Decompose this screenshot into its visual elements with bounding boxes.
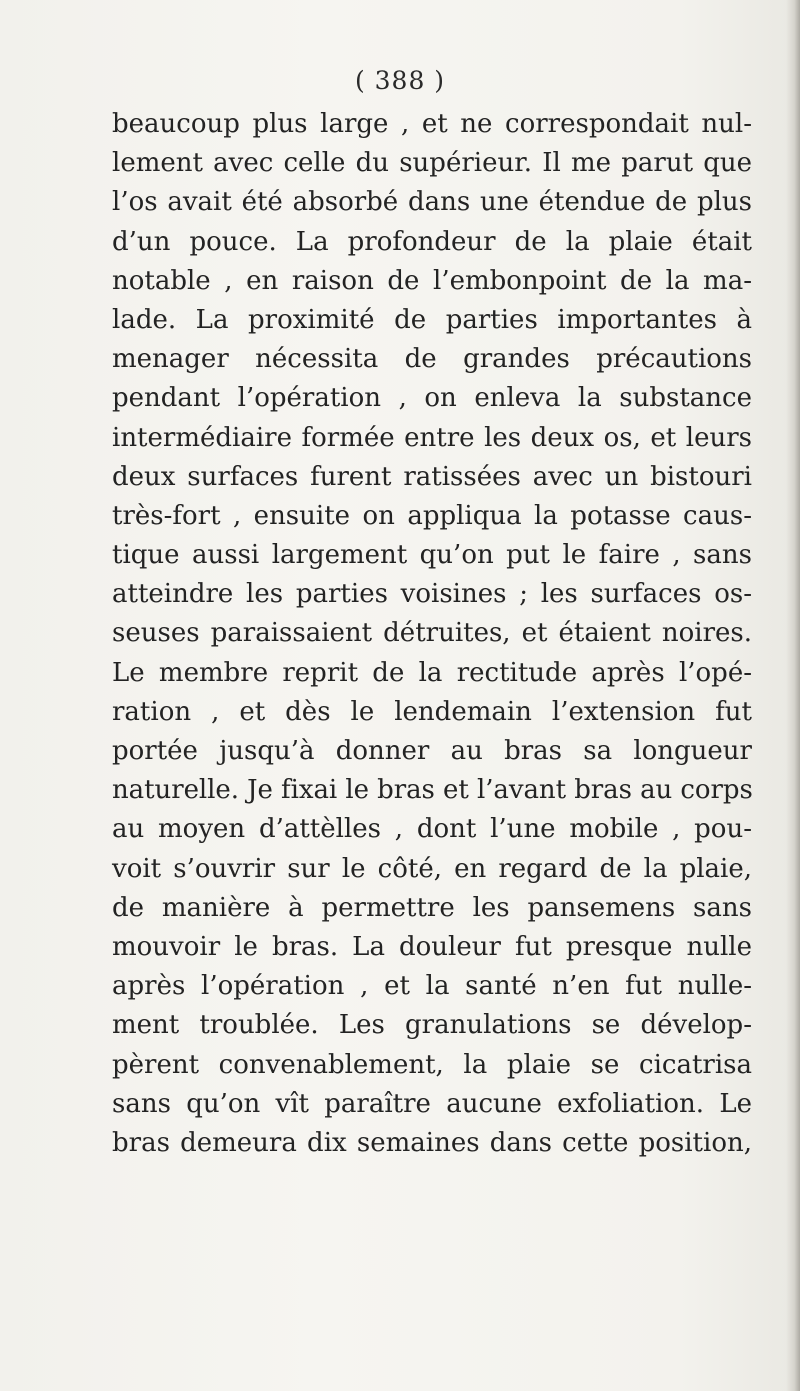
- page-edge-shadow: [786, 0, 800, 1391]
- text-line: pendant l’opération , on enleva la substance: [112, 383, 752, 414]
- text-line: au moyen d’attèlles , dont l’une mobile , pou-: [112, 814, 752, 845]
- text-line: lade. La proximité de parties importantes à: [112, 304, 752, 335]
- text-line: Le membre reprit de la rectitude après l’opé-: [112, 657, 752, 688]
- text-line: pèrent convenablement, la plaie se cicatrisa: [112, 1049, 752, 1080]
- text-line: mouvoir le bras. La douleur fut presque nulle: [112, 931, 752, 962]
- body-text: [112, 105, 752, 1163]
- text-line: naturelle. Je fixai le bras et l’avant bras au corps: [112, 775, 753, 806]
- text-line: beaucoup plus large , et ne correspondait nul-: [112, 109, 752, 139]
- text-line: ment troublée. Les granulations se dévelop-: [112, 1010, 752, 1041]
- text-line: très-fort , ensuite on appliqua la potasse caus-: [112, 500, 752, 531]
- text-line: menager nécessita de grandes précautions: [112, 344, 752, 375]
- page-number: ( 388 ): [354, 66, 446, 95]
- text-line: sans qu’on vît paraître aucune exfoliation. Le: [112, 1088, 752, 1119]
- text-line: lement avec celle du supérieur. Il me parut que: [112, 148, 752, 179]
- text-line: deux surfaces furent ratissées avec un bistouri: [112, 461, 752, 492]
- text-line: notable , en raison de l’embonpoint de la ma-: [112, 265, 752, 296]
- text-line: atteindre les parties voisines ; les surfaces os-: [112, 579, 752, 610]
- text-line: seuses paraissaient détruites, et étaient noires.: [112, 618, 752, 649]
- text-line: ration , et dès le lendemain l’extension fut: [112, 696, 752, 727]
- text-line: après l’opération , et la santé n’en fut nulle-: [112, 971, 752, 1002]
- text-line: tique aussi largement qu’on put le faire , sans: [112, 540, 752, 571]
- text-line: de manière à permettre les pansemens sans: [112, 892, 752, 923]
- text-line: voit s’ouvrir sur le côté, en regard de la plaie,: [112, 853, 752, 884]
- text-line: l’os avait été absorbé dans une étendue de plus: [112, 187, 752, 218]
- text-line: d’un pouce. La profondeur de la plaie était: [112, 226, 752, 257]
- text-line: portée jusqu’à donner au bras sa longueur: [112, 736, 752, 766]
- text-line: intermédiaire formée entre les deux os, et leurs: [112, 422, 752, 453]
- text-line: bras demeura dix semaines dans cette position,: [112, 1127, 752, 1158]
